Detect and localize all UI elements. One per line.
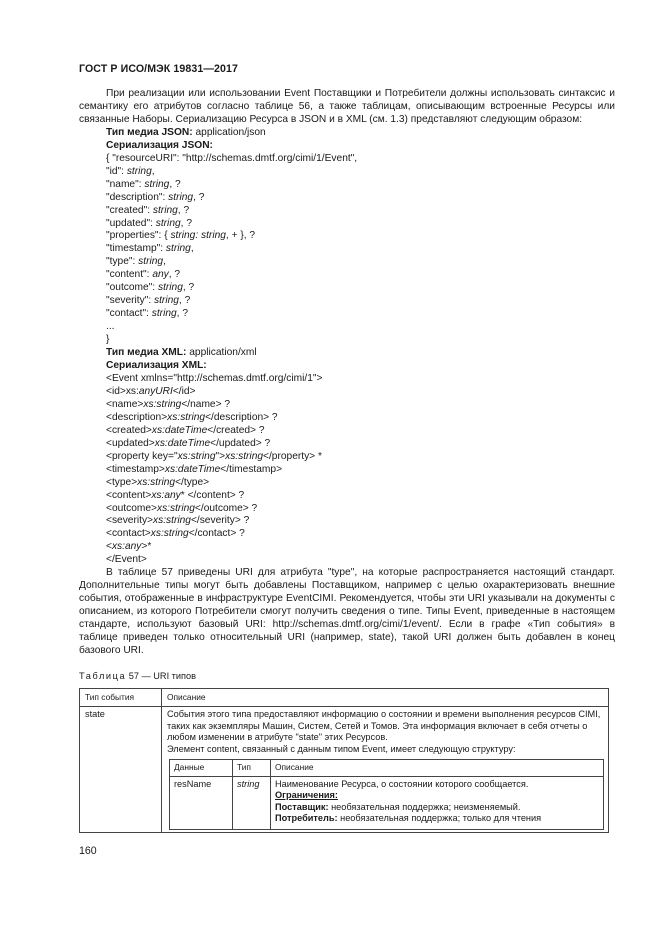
json-code-it: string — [144, 178, 170, 190]
inner-cell-type: string — [233, 777, 271, 830]
xml-code-pre: <updated> — [106, 437, 155, 449]
xml-code-post: </contact> ? — [188, 528, 245, 540]
xml-code-it: xs:string — [156, 502, 195, 514]
xml-code-line — [106, 515, 615, 528]
json-code-pre: ... — [106, 321, 115, 333]
xml-code-pre: <name> — [106, 398, 144, 410]
cell-description — [162, 707, 609, 833]
xml-code-post: </created> ? — [207, 424, 265, 436]
json-serial-label: Сериализация JSON: — [106, 139, 213, 151]
json-code-pre: "id": — [106, 165, 127, 177]
json-media-label: Тип медиа JSON: — [106, 126, 193, 138]
header-event-type: Тип события — [80, 689, 162, 707]
json-code-post: , ? — [168, 269, 181, 281]
xml-code-post: * </content> ? — [180, 489, 245, 501]
json-code-pre: "properties": { — [106, 230, 171, 242]
inner-row — [170, 777, 604, 830]
xml-media-label: Тип медиа XML: — [106, 347, 187, 359]
xml-code-pre: <outcome> — [106, 502, 157, 514]
json-code-line — [106, 205, 615, 218]
json-code-pre: "severity": — [106, 295, 154, 307]
json-code-pre: "created": — [106, 204, 153, 216]
json-code-line — [106, 166, 615, 179]
table-row — [80, 707, 609, 833]
xml-code-line — [106, 477, 615, 490]
xml-code-pre: <created> — [106, 424, 152, 436]
json-code-line — [106, 295, 615, 308]
caption-rest: 57 — URI типов — [126, 671, 196, 681]
xml-code-it2: xs:string — [225, 450, 264, 462]
json-code-it: string: string — [170, 230, 226, 242]
json-code-pre: "name": — [106, 178, 145, 190]
inner-header-description: Описание — [271, 760, 604, 777]
xml-code-line — [106, 554, 615, 567]
json-code-it: string — [157, 282, 183, 294]
constraints-label: Ограничения: — [275, 790, 338, 801]
row-description-structure: Элемент content, связанный с данным типом Event, имеет следующую структуру: — [167, 743, 516, 754]
json-code-post: , ? — [169, 178, 181, 190]
page-body — [79, 88, 615, 658]
inner-header-data: Данные — [170, 760, 233, 777]
json-code-line — [106, 243, 615, 256]
xml-serial-label: Сериализация XML: — [106, 360, 207, 372]
json-code-line — [106, 282, 615, 295]
json-code-pre: { "resourceURI": "http://schemas.dmtf.org/cimi/1/Event", — [106, 152, 358, 164]
json-code-pre: "updated": — [106, 217, 156, 229]
json-code-it: string — [126, 165, 152, 177]
xml-code-pre: </Event> — [106, 554, 147, 566]
content-structure-table — [169, 759, 604, 830]
table-caption — [79, 671, 196, 681]
json-code-post: , ? — [177, 204, 190, 216]
xml-code-post: "> — [215, 450, 226, 462]
xml-code-pre: <timestamp> — [106, 463, 165, 475]
json-code-line — [106, 256, 615, 269]
inner-cell-description — [271, 777, 604, 830]
xml-code-pre: <property key=" — [106, 450, 178, 462]
xml-code-it: xs:dateTime — [164, 463, 221, 475]
xml-code-line — [106, 386, 615, 399]
json-code-post: , ? — [176, 308, 188, 320]
json-code-pre: "description": — [106, 191, 169, 203]
header-description: Описание — [162, 689, 609, 707]
xml-code-pre: <content> — [106, 489, 152, 501]
json-code-line — [106, 321, 615, 334]
xml-code-it: xs:string — [153, 515, 191, 527]
xml-code-pre: < — [106, 541, 112, 553]
json-media-value: application/json — [192, 126, 266, 138]
json-code-line — [106, 179, 615, 192]
json-code-post: , ? — [178, 295, 191, 307]
xml-code-it: xs:dateTime — [154, 437, 211, 449]
body-paragraph: В таблице 57 приведены URI для атрибута "type", на которые распространяется настоящий стандарт. Дополнительные типы могут быть добавлены Поставщиком, например с целью охарактеризовать внешние события, отображенные в инфраструктуре EventCIMI. Рекомендуется, чтобы эти URI указывали на документы с описанием, из которого Потребители смогут получить сведения о типе. Типы Event, приведенные в настоящем стандарте, используют базовый URI: http://schemas.dmtf.org/cimi/1/event/. Если в графе «Тип события» в таблице приведен только относительный URI (например, state), такой URI должен быть добавлен в конец базового URI. — [79, 567, 615, 656]
xml-code-line — [106, 438, 615, 451]
json-code-line — [106, 230, 615, 243]
row-description: События этого типа предоставляют информацию о состоянии и времени выполнения ресурсов CIMI, таких как экземпляры Машин, Систем, Сетей и Томов. Эта информация включает в себя отчеты о любом изменении в атрибуте "state" этих Ресурсов. — [167, 709, 601, 742]
xml-code-pre: <severity> — [106, 515, 153, 527]
xml-code-post: </type> — [175, 476, 210, 488]
xml-code-post: </outcome> ? — [194, 502, 258, 514]
xml-code-it: xs:any — [111, 541, 142, 553]
xml-code-post: >* — [141, 541, 152, 553]
xml-code-it: xs:string — [150, 528, 189, 540]
xml-code-post: </description> ? — [205, 411, 278, 423]
inner-header-type: Тип — [233, 760, 271, 777]
provider-label: Поставщик: — [275, 801, 329, 812]
json-code-pre: "outcome": — [106, 282, 158, 294]
caption-word: Таблица — [79, 671, 127, 681]
xml-code-line — [106, 412, 615, 425]
xml-code-it: xs:dateTime — [151, 424, 208, 436]
xml-code-pre: <id>xs: — [106, 385, 139, 397]
json-code-it: string — [165, 243, 191, 255]
xml-code-line — [106, 425, 615, 438]
json-code-line — [106, 218, 615, 231]
json-code-it: string — [138, 256, 164, 268]
xml-code-post: </updated> ? — [210, 437, 271, 449]
xml-code-post: </name> ? — [181, 398, 231, 410]
xml-lines — [106, 373, 615, 567]
json-code-it: any — [152, 269, 169, 281]
inner-desc-text: Наименование Ресурса, о состоянии которого сообщается. — [275, 779, 529, 789]
xml-code-post: </severity> ? — [190, 515, 250, 527]
json-code-pre: "timestamp": — [106, 243, 166, 255]
consumer-label: Потребитель: — [275, 812, 338, 823]
json-code-line — [106, 153, 615, 166]
json-code-pre: } — [106, 334, 110, 346]
page-number: 160 — [79, 845, 97, 857]
xml-code-line — [106, 541, 615, 554]
xml-code-line — [106, 503, 615, 516]
inner-cell-name: resName — [170, 777, 233, 830]
xml-code-pre: <contact> — [106, 528, 151, 540]
xml-code-it: xs:string — [143, 398, 182, 410]
provider-text: необязательная поддержка; неизменяемый. — [328, 801, 521, 812]
xml-code-pre: <description> — [106, 411, 168, 423]
json-code-line — [106, 334, 615, 347]
xml-code-it: xs:string — [137, 476, 176, 488]
xml-code-line — [106, 399, 615, 412]
json-code-line — [106, 269, 615, 282]
json-code-it: string — [152, 204, 178, 216]
xml-code-pre: <Event xmlns="http://schemas.dmtf.org/cimi/1"> — [106, 372, 323, 384]
document-header: ГОСТ Р ИСО/МЭК 19831—2017 — [79, 63, 238, 75]
xml-code-post2: </property> * — [263, 450, 322, 462]
json-code-post: , — [151, 165, 155, 177]
xml-code-line — [106, 451, 615, 464]
json-code-line — [106, 308, 615, 321]
intro-paragraph: При реализации или использовании Event Поставщики и Потребители должны использовать синтаксис и семантику его атрибутов согласно таблице 56, а также таблицам, описывающим встроенные Ресурсы или связанные Наборы. Сериализацию Ресурса в JSON и в XML (см. 1.3) представляют следующим образом: — [79, 88, 615, 125]
json-code-it: string — [155, 217, 181, 229]
json-code-post: , ? — [180, 217, 192, 229]
consumer-text: необязательная поддержка; только для чтения — [337, 812, 542, 823]
table-header-row — [80, 689, 609, 707]
cell-event-type: state — [80, 707, 162, 833]
xml-code-pre: <type> — [106, 476, 138, 488]
xml-code-post: </timestamp> — [220, 463, 283, 475]
json-code-pre: "type": — [106, 256, 139, 268]
uri-types-table — [79, 688, 609, 833]
json-code-post: , — [190, 243, 194, 255]
xml-code-it: xs:string — [177, 450, 216, 462]
json-code-pre: "content": — [106, 269, 153, 281]
json-code-it: string — [154, 295, 179, 307]
xml-code-line — [106, 490, 615, 503]
xml-code-post: </id> — [172, 385, 196, 397]
json-code-post: , — [163, 256, 166, 268]
xml-code-line — [106, 528, 615, 541]
json-code-post: , ? — [193, 191, 205, 203]
json-block — [79, 127, 615, 567]
json-code-post: , ? — [182, 282, 195, 294]
json-lines — [106, 153, 615, 347]
inner-header-row — [170, 760, 604, 777]
xml-code-line — [106, 464, 615, 477]
json-code-pre: "contact": — [106, 308, 152, 320]
json-code-it: string — [151, 308, 177, 320]
xml-code-it: xs:any — [151, 489, 181, 501]
json-code-post: , + }, ? — [225, 230, 256, 242]
xml-code-it: xs:string — [167, 411, 206, 423]
xml-code-line — [106, 373, 615, 386]
xml-media-value: application/xml — [186, 347, 257, 359]
json-code-line — [106, 192, 615, 205]
json-code-it: string — [168, 191, 194, 203]
xml-code-it: anyURI — [138, 385, 173, 397]
